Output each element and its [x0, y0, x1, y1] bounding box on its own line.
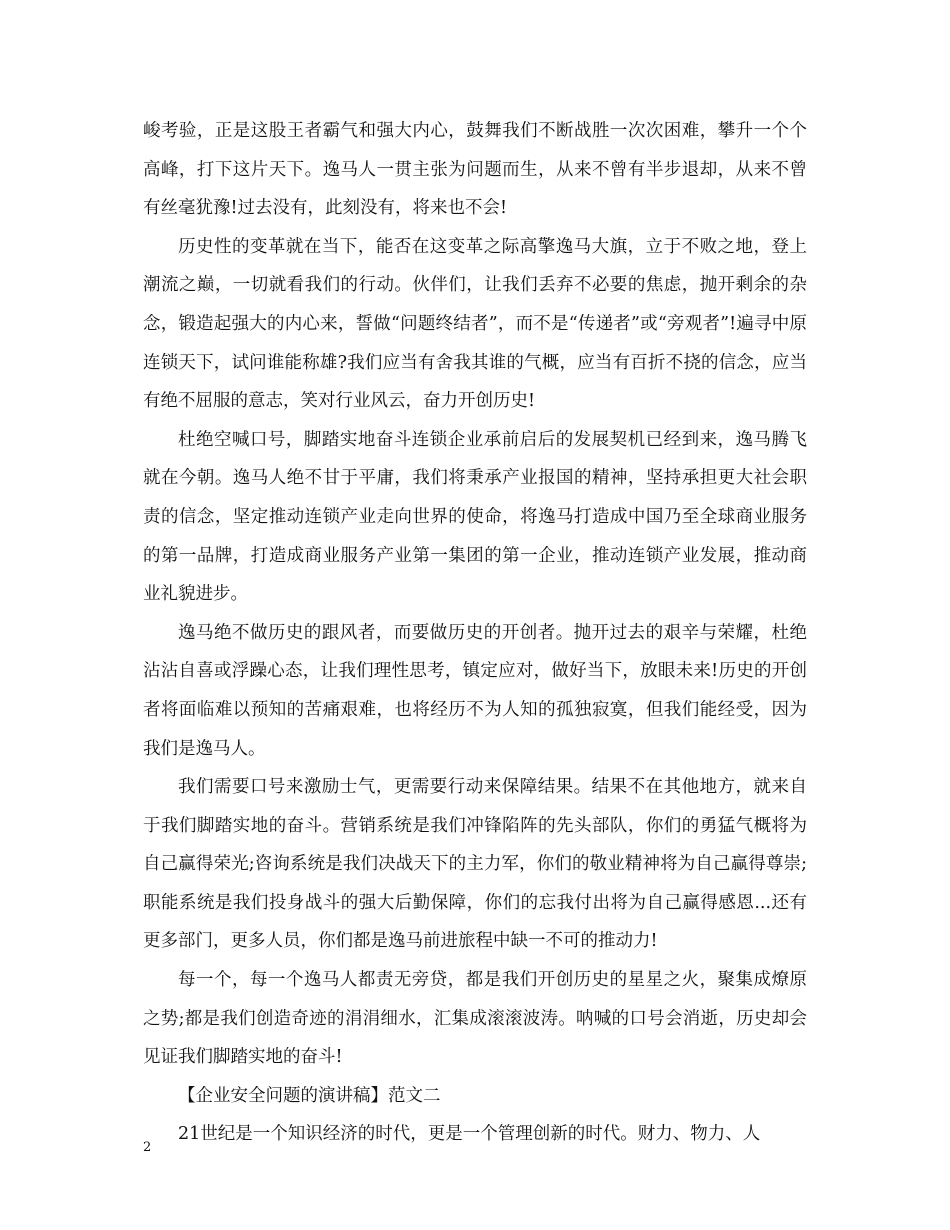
paragraph: 杜绝空喊口号，脚踏实地奋斗连锁企业承前启后的发展契机已经到来，逸马腾飞就在今朝。逸马人绝不甘于平庸，我们将秉承产业报国的精神，坚持承担更大社会职责的信念，坚定推动连锁产业走向世界的使命，将逸马打造成中国乃至全球商业服务的第一品牌，打造成商业服务产业第一集团的第一企业，推动连锁产业发展，推动商业礼貌进步。: [143, 429, 807, 605]
paragraph: 每一个，每一个逸马人都责无旁贷，都是我们开创历史的星星之火，聚集成燎原之势;都是我们创造奇迹的涓涓细水，汇集成滚滚波涛。呐喊的口号会消逝，历史却会见证我们脚踏实地的奋斗!: [143, 970, 807, 1068]
paragraph: 逸马绝不做历史的跟风者，而要做历史的开创者。抛开过去的艰辛与荣耀，杜绝沾沾自喜或浮躁心态，让我们理性思考，镇定应对，做好当下，放眼未来!历史的开创者将面临难以预知的苦痛艰难，也将经历不为人知的孤独寂寞，但我们能经受，因为我们是逸马人。: [143, 622, 807, 759]
paragraph: 21世纪是一个知识经济的时代，更是一个管理创新的时代。财力、物力、人: [178, 1124, 761, 1145]
page-number: 2: [143, 1140, 152, 1155]
section-heading: 【企业安全问题的演讲稿】范文二: [178, 1085, 441, 1106]
paragraph: 我们需要口号来激励士气，更需要行动来保障结果。结果不在其他地方，就来自于我们脚踏实地的奋斗。营销系统是我们冲锋陷阵的先头部队，你们的勇猛气概将为自己赢得荣光;咨询系统是我们决战天下的主力军，你们的敬业精神将为自己赢得尊崇;职能系统是我们投身战斗的强大后勤保障，你们的忘我付出将为自己赢得感恩...还有更多部门，更多人员，你们都是逸马前进旅程中缺一不可的推动力!: [143, 777, 807, 952]
paragraph: 历史性的变革就在当下，能否在这变革之际高擎逸马大旗，立于不败之地，登上潮流之巅，一切就看我们的行动。伙伴们，让我们丢弃不必要的焦虑，抛开剩余的杂念，锻造起强大的内心来，誓做“问题终结者”，而不是“传递者”或“旁观者”!遍寻中原连锁天下，试问谁能称雄?我们应当有舍我其谁的气概，应当有百折不挠的信念，应当有绝不屈服的意志，笑对行业风云，奋力开创历史!: [143, 236, 807, 412]
paragraph-continued: 峻考验，正是这股王者霸气和强大内心，鼓舞我们不断战胜一次次困难，攀升一个个高峰，打下这片天下。逸马人一贯主张为问题而生，从来不曾有半步退却，从来不曾有丝毫犹豫!过去没有，此刻没有，将来也不会!: [143, 121, 807, 219]
document-body: [143, 112, 807, 1154]
